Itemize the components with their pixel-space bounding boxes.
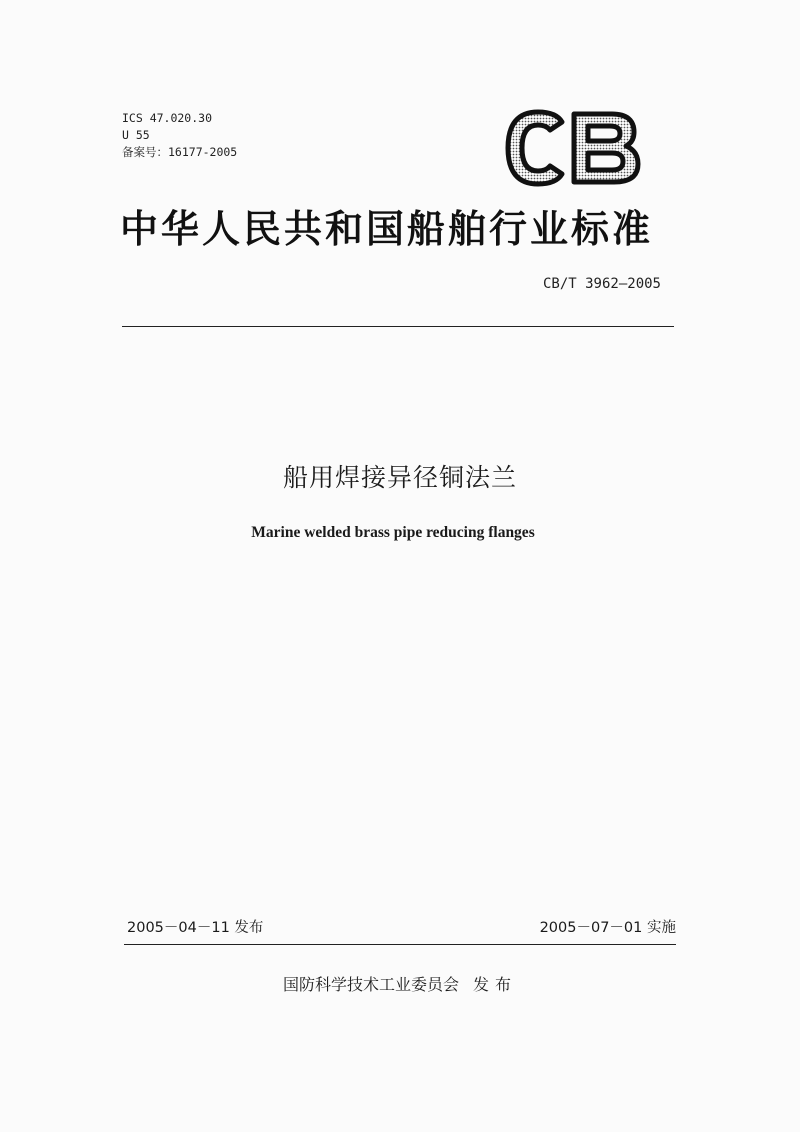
bottom-divider (124, 944, 676, 945)
publisher-name: 国防科学技术工业委员会 (282, 975, 459, 994)
implementation-date: 2005－07－01 实施 (539, 920, 676, 936)
filing-number: 备案号：16177-2005 (122, 145, 238, 159)
standard-title-chinese: 船用焊接异径铜法兰 (282, 463, 517, 492)
publisher-line (0, 972, 800, 995)
top-divider (122, 326, 674, 327)
document-meta (122, 110, 237, 161)
standard-title-english: Marine welded brass pipe reducing flanges (251, 524, 535, 541)
standard-number: CB/T 3962—2005 (542, 276, 661, 292)
publisher-verb: 发布 (473, 975, 518, 994)
cb-logo (500, 108, 642, 188)
ics-code: ICS 47.020.30 (122, 111, 213, 125)
classification-code: U 55 (122, 128, 150, 142)
issuing-body-title: 中华人民共和国船舶行业标准 (120, 207, 654, 251)
issue-date: 2005－04－11 发布 (127, 920, 264, 936)
